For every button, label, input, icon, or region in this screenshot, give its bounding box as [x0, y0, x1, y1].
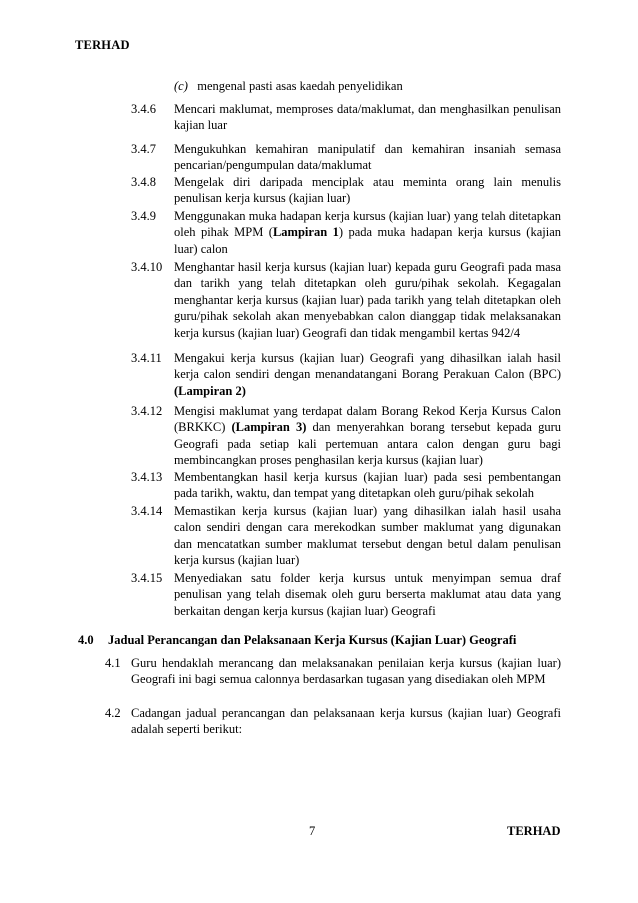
item-number: 3.4.6 — [131, 102, 156, 116]
lampiran-2-ref: (Lampiran 2) — [174, 383, 246, 398]
item-text: Mengukuhkan kemahiran manipulatif dan kemahiran insaniah semasa pencarian/pengumpulan data/maklumat — [174, 142, 561, 173]
item-number: 3.4.13 — [131, 470, 163, 484]
item-text: Memastikan kerja kursus (kajian luar) yang dihasilkan ialah hasil usaha calon sendiri dengan cara merekodkan sumber maklumat yang digunakan dan mencatatkan sumber maklumat tersebut dengan betul dalam penulisan kerja kursus (kajian luar) — [174, 504, 561, 568]
list-item-3-4-13 — [131, 469, 561, 502]
list-item-3-4-7 — [131, 141, 561, 174]
item-number: 3.4.7 — [131, 142, 156, 156]
item-text: Cadangan jadual perancangan dan pelaksanaan kerja kursus (kajian luar) Geografi adalah seperti berikut: — [131, 706, 561, 737]
lampiran-3-ref: (Lampiran 3) — [231, 420, 307, 435]
item-number: 3.4.8 — [131, 175, 156, 189]
item-number: 3.4.9 — [131, 209, 156, 223]
list-item-4-2 — [105, 705, 561, 738]
item-text: Membentangkan hasil kerja kursus (kajian luar) pada sesi pembentangan pada tarikh, waktu, dan tempat yang ditetapkan oleh guru/pihak sekolah — [174, 470, 561, 501]
item-text: Menyediakan satu folder kerja kursus untuk menyimpan semua draf penulisan yang telah disemak oleh guru berserta maklumat atau data yang berkaitan dengan kerja kursus (kajian luar) Geografi — [174, 571, 561, 618]
item-number: 3.4.14 — [131, 504, 163, 518]
list-item-3-4-12 — [131, 403, 561, 469]
item-number: 3.4.11 — [131, 351, 162, 365]
list-item-3-4-6 — [131, 101, 561, 134]
section-number: 4.0 — [78, 633, 94, 647]
item-text: Mengakui kerja kursus (kajian luar) Geografi yang dihasilkan ialah hasil kerja calon sendiri dengan menandatangani Borang Perakuan Calon (BPC) (Lampiran 2) — [174, 351, 561, 398]
sub-item-text: mengenal pasti asas kaedah penyelidikan — [197, 79, 403, 93]
item-number: 4.1 — [105, 656, 121, 670]
list-item-3-4-15 — [131, 570, 561, 619]
item-text: Menghantar hasil kerja kursus (kajian luar) kepada guru Geografi pada masa dan tarikh yang telah ditetapkan oleh guru/pihak sekolah. Kegagalan menghantar kerja kursus (kajian luar) pada tarikh yang telah ditetapkan oleh guru/pihak sekolah akan menyebabkan calon dianggap tidak melaksanakan kerja kursus (kajian luar) Geografi dan tidak mengambil kertas 942/4 — [174, 260, 561, 340]
item-number: 3.4.12 — [131, 404, 163, 418]
item-number: 3.4.15 — [131, 571, 163, 585]
item-text: Menggunakan muka hadapan kerja kursus (kajian luar) yang telah ditetapkan oleh pihak MPM (Lampiran 1) pada muka hadapan kerja kursus (kajian luar) calon — [174, 209, 561, 256]
item-text: Mencari maklumat, memproses data/maklumat, dan menghasilkan penulisan kajian luar — [174, 102, 561, 133]
item-text: Mengelak diri daripada menciplak atau meminta orang lain menulis penulisan kerja kursus (kajian luar) — [174, 175, 561, 206]
list-item-3-4-14 — [131, 503, 561, 569]
list-item-3-4-10 — [131, 259, 561, 341]
page-number: 7 — [309, 824, 316, 838]
list-item-3-4-9 — [131, 208, 561, 257]
lampiran-1-ref: Lampiran 1 — [272, 225, 339, 240]
list-item-3-4-11 — [131, 350, 561, 399]
list-item-3-4-8 — [131, 174, 561, 207]
section-title: Jadual Perancangan dan Pelaksanaan Kerja Kursus (Kajian Luar) Geografi — [108, 633, 517, 647]
sub-item-c — [174, 78, 403, 94]
sub-item-label: (c) — [174, 79, 188, 93]
list-item-4-1 — [105, 655, 561, 688]
item-text: Guru hendaklah merancang dan melaksanakan penilaian kerja kursus (kajian luar) Geografi ini bagi semua calonnya berdasarkan tugasan yang disediakan oleh MPM — [131, 656, 561, 687]
header-classification: TERHAD — [75, 38, 130, 52]
item-number: 4.2 — [105, 706, 121, 720]
item-number: 3.4.10 — [131, 260, 163, 274]
footer-classification: TERHAD — [507, 824, 561, 838]
item-text: Mengisi maklumat yang terdapat dalam Borang Rekod Kerja Kursus Calon (BRKKC) (Lampiran 3) dan menyerahkan borang tersebut kepada guru Geografi pada setiap kali pertemuan antara calon dengan guru bagi membincangkan proses penghasilan kerja kursus (kajian luar) — [174, 404, 561, 468]
